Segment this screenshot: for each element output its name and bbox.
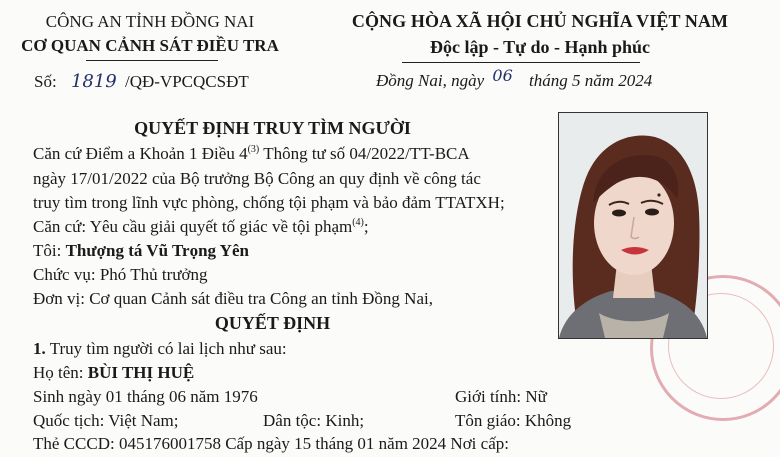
doc-number-handwritten: 1819 <box>70 71 117 92</box>
clause-1-number: 1. <box>33 339 46 358</box>
person-gender: Giới tính: Nữ <box>455 387 547 406</box>
motto-underline <box>402 62 640 63</box>
footnote-ref-3: (3) <box>247 144 260 155</box>
day-handwritten: 06 <box>492 66 513 85</box>
officer-unit: Đơn vị: Cơ quan Cảnh sát điều tra Công an tỉnh Đồng Nai, <box>33 289 433 308</box>
document-title: QUYẾT ĐỊNH TRUY TÌM NGƯỜI <box>134 118 411 138</box>
agency-unit: CƠ QUAN CẢNH SÁT ĐIỀU TRA <box>21 36 279 55</box>
agency-underline <box>86 60 218 61</box>
place-date-suffix: tháng 5 năm 2024 <box>529 71 653 90</box>
doc-number-suffix: /QĐ-VPCQCSĐT <box>125 72 249 91</box>
officer-label: Tôi: <box>33 241 66 260</box>
national-title: CỘNG HÒA XÃ HỘI CHỦ NGHĨA VIỆT NAM <box>351 11 729 31</box>
person-nationality: Quốc tịch: Việt Nam; <box>33 411 179 430</box>
decision-heading: QUYẾT ĐỊNH <box>214 313 331 333</box>
basis-line-1-circular: Thông tư số 04/2022/TT-BCA <box>259 144 470 163</box>
suspect-photo-image <box>559 113 707 338</box>
basis-line-4-text: Căn cứ: Yêu cầu giải quyết tố giác về tội phạm <box>33 217 353 236</box>
person-name-label: Họ tên: <box>33 363 88 382</box>
person-dob: Sinh ngày 01 tháng 06 năm 1976 <box>33 387 258 406</box>
clause-1-text: Truy tìm người có lai lịch như sau: <box>45 339 287 358</box>
officer-line <box>33 241 249 261</box>
doc-number-label: Số: <box>34 72 57 91</box>
basis-line-1 <box>33 144 470 164</box>
person-religion: Tôn giáo: Không <box>455 411 572 430</box>
clause-1 <box>33 339 287 359</box>
person-name-line <box>33 363 194 383</box>
basis-line-2: ngày 17/01/2022 của Bộ trưởng Bộ Công an quy định về công tác <box>33 169 481 188</box>
agency-name: CÔNG AN TỈNH ĐỒNG NAI <box>45 12 255 31</box>
footnote-ref-4: (4) <box>352 217 364 228</box>
place-date <box>376 66 653 91</box>
basis-line-4 <box>33 217 369 237</box>
basis-line-3: truy tìm trong lĩnh vực phòng, chống tội phạm và bảo đảm TTATXH; <box>33 193 505 212</box>
suspect-photo <box>558 112 708 339</box>
officer-position: Chức vụ: Phó Thủ trưởng <box>33 265 208 284</box>
document-number <box>34 71 249 92</box>
place-date-prefix: Đồng Nai, ngày <box>376 71 485 90</box>
person-name: BÙI THỊ HUỆ <box>87 363 195 382</box>
national-motto: Độc lập - Tự do - Hạnh phúc <box>429 37 651 57</box>
basis-line-1-text: Căn cứ Điểm a Khoản 1 Điều 4 <box>33 144 248 163</box>
person-id-card: Thẻ CCCD: 045176001758 Cấp ngày 15 tháng 01 năm 2024 Nơi cấp: <box>33 434 509 453</box>
person-ethnicity: Dân tộc: Kinh; <box>263 411 365 430</box>
officer-name: Thượng tá Vũ Trọng Yên <box>65 241 249 260</box>
basis-line-4-end: ; <box>363 217 369 236</box>
